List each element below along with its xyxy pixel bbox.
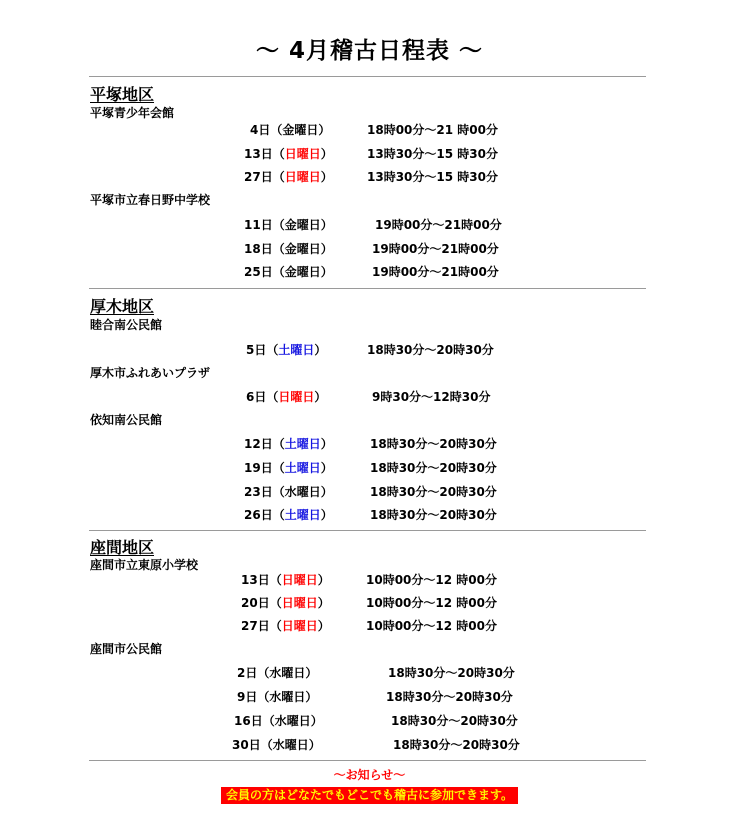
session-date (244, 435, 333, 452)
session-weekday: 土曜日 (284, 461, 321, 475)
session-day: 5日 (246, 343, 267, 357)
session-date (246, 388, 326, 405)
bracket-open: （ (269, 619, 282, 633)
bracket-open: （ (266, 390, 279, 404)
session-date (244, 240, 333, 257)
divider (89, 76, 646, 77)
bracket-open: （ (266, 343, 279, 357)
session-date (244, 145, 333, 162)
session-time: 18時00分～21 時00分 (367, 123, 498, 137)
bracket-close: ） (317, 619, 330, 633)
session-day: 25日 (244, 265, 273, 279)
bracket-open: （ (270, 123, 283, 137)
session-date (241, 617, 330, 634)
session-weekday: 土曜日 (284, 437, 321, 451)
venue-name: 厚木市ふれあいプラザ (90, 366, 211, 380)
bracket-close: ） (320, 170, 333, 184)
notice (0, 784, 739, 804)
session-date (244, 483, 333, 500)
venue-name: 平塚青少年会館 (90, 106, 175, 120)
session-time: 18時30分～20時30分 (386, 690, 513, 704)
session-day: 9日 (237, 690, 258, 704)
venue-name: 座間市公民館 (90, 642, 163, 656)
bracket-close: ） (320, 242, 333, 256)
session-time: 18時30分～20時30分 (388, 666, 515, 680)
session-day: 16日 (234, 714, 263, 728)
session-weekday: 金曜日 (284, 242, 321, 256)
notice-heading: ～お知らせ～ (333, 768, 406, 782)
session-time: 18時30分～20時30分 (370, 508, 497, 522)
session-day: 6日 (246, 390, 267, 404)
region-heading: 厚木地区 (90, 297, 155, 316)
bracket-open: （ (257, 690, 270, 704)
session-day: 20日 (241, 596, 270, 610)
session-time: 10時00分～12 時00分 (366, 596, 497, 610)
bracket-open: （ (260, 738, 273, 752)
session-day: 19日 (244, 461, 273, 475)
bracket-open: （ (272, 170, 285, 184)
bracket-close: ） (320, 461, 333, 475)
session-date (234, 712, 323, 729)
session-day: 30日 (232, 738, 261, 752)
bracket-close: ） (317, 596, 330, 610)
bracket-close: ） (305, 666, 318, 680)
bracket-close: ） (310, 714, 323, 728)
bracket-close: ） (320, 147, 333, 161)
venue-name: 依知南公民館 (90, 413, 163, 427)
session-weekday: 水曜日 (269, 690, 306, 704)
region-heading: 平塚地区 (90, 85, 155, 104)
session-weekday: 水曜日 (272, 738, 309, 752)
session-time: 18時30分～20時30分 (370, 437, 497, 451)
session-day: 27日 (241, 619, 270, 633)
session-weekday: 土曜日 (278, 343, 315, 357)
bracket-close: ） (320, 437, 333, 451)
session-date (244, 168, 333, 185)
bracket-open: （ (272, 218, 285, 232)
venue-name: 平塚市立春日野中学校 (90, 193, 211, 207)
session-date (250, 121, 330, 138)
session-date (232, 736, 321, 753)
venue-name: 睦合南公民館 (90, 318, 163, 332)
divider (89, 530, 646, 531)
bracket-open: （ (269, 596, 282, 610)
bracket-open: （ (272, 461, 285, 475)
session-date (244, 216, 333, 233)
session-time: 10時00分～12 時00分 (366, 573, 497, 587)
bracket-open: （ (262, 714, 275, 728)
divider (89, 288, 646, 289)
session-day: 27日 (244, 170, 273, 184)
region-heading: 座間地区 (90, 538, 155, 557)
bracket-open: （ (272, 485, 285, 499)
session-weekday: 水曜日 (269, 666, 306, 680)
session-weekday: 水曜日 (274, 714, 311, 728)
session-day: 23日 (244, 485, 273, 499)
bracket-close: ） (320, 218, 333, 232)
session-time: 18時30分～20時30分 (391, 714, 518, 728)
session-date (237, 664, 317, 681)
session-time: 13時30分～15 時30分 (367, 170, 498, 184)
session-day: 13日 (241, 573, 270, 587)
session-weekday: 日曜日 (278, 390, 315, 404)
bracket-close: ） (314, 390, 327, 404)
bracket-close: ） (305, 690, 318, 704)
bracket-close: ） (314, 343, 327, 357)
bracket-open: （ (272, 265, 285, 279)
session-date (246, 341, 326, 358)
session-time: 10時00分～12 時00分 (366, 619, 497, 633)
session-weekday: 水曜日 (284, 485, 321, 499)
bracket-close: ） (317, 573, 330, 587)
session-time: 19時00分～21時00分 (372, 242, 499, 256)
session-weekday: 日曜日 (281, 596, 318, 610)
bracket-open: （ (257, 666, 270, 680)
bracket-close: ） (308, 738, 321, 752)
venue-name: 座間市立東原小学校 (90, 558, 199, 572)
session-time: 19時00分～21時00分 (375, 218, 502, 232)
session-weekday: 日曜日 (281, 573, 318, 587)
bracket-open: （ (272, 508, 285, 522)
session-weekday: 土曜日 (284, 508, 321, 522)
bracket-open: （ (272, 242, 285, 256)
session-date (241, 594, 330, 611)
bracket-close: ） (320, 508, 333, 522)
session-time: 19時00分～21時00分 (372, 265, 499, 279)
session-date (244, 263, 333, 280)
bracket-close: ） (320, 265, 333, 279)
page-title: ～ 4月稽古日程表 ～ (255, 38, 484, 64)
notice-body: 会員の方はどなたでもどこでも稽古に参加できます。 (221, 787, 518, 804)
session-time: 18時30分～20時30分 (367, 343, 494, 357)
session-weekday: 日曜日 (281, 619, 318, 633)
session-time: 18時30分～20時30分 (370, 461, 497, 475)
session-date (241, 571, 330, 588)
session-weekday: 金曜日 (282, 123, 319, 137)
session-time: 18時30分～20時30分 (393, 738, 520, 752)
session-day: 18日 (244, 242, 273, 256)
session-day: 2日 (237, 666, 258, 680)
session-day: 13日 (244, 147, 273, 161)
bracket-close: ） (320, 485, 333, 499)
session-weekday: 金曜日 (284, 265, 321, 279)
session-weekday: 日曜日 (284, 170, 321, 184)
bracket-close: ） (318, 123, 331, 137)
session-time: 13時30分～15 時30分 (367, 147, 498, 161)
session-day: 26日 (244, 508, 273, 522)
session-weekday: 金曜日 (284, 218, 321, 232)
session-time: 18時30分～20時30分 (370, 485, 497, 499)
session-day: 4日 (250, 123, 271, 137)
bracket-open: （ (272, 437, 285, 451)
session-date (244, 506, 333, 523)
bracket-open: （ (272, 147, 285, 161)
bracket-open: （ (269, 573, 282, 587)
session-date (244, 459, 333, 476)
divider (89, 760, 646, 761)
session-date (237, 688, 317, 705)
session-time: 9時30分～12時30分 (372, 390, 491, 404)
session-weekday: 日曜日 (284, 147, 321, 161)
session-day: 12日 (244, 437, 273, 451)
session-day: 11日 (244, 218, 273, 232)
